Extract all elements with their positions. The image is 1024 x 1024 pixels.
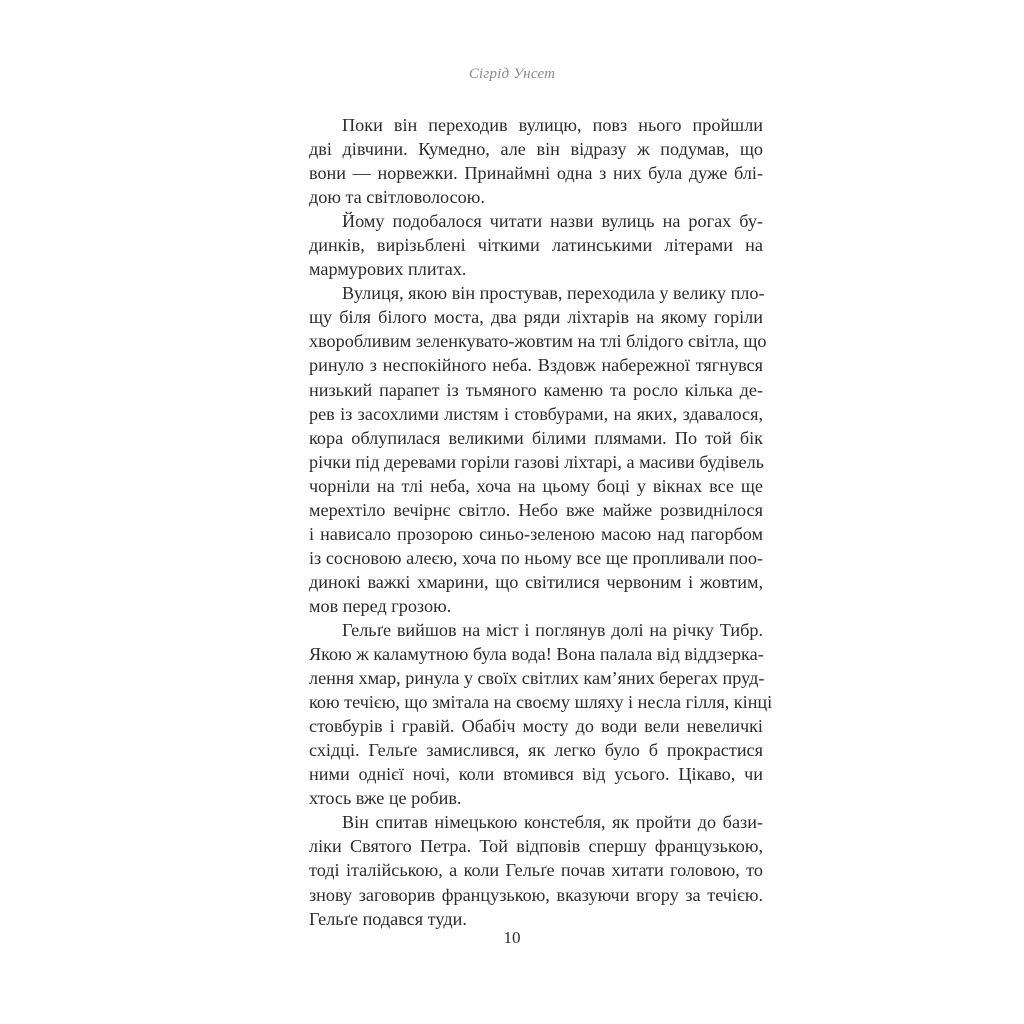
text-line: із сосновою алеєю, хоча по ньому все ще пропливали поо- [309,547,763,568]
text-line: знову заговорив французькою, вказуючи вгору за течією. [309,884,763,905]
text-line: Гельґе подався туди. [309,908,467,929]
paragraph-5 [309,810,763,930]
text-line: кою течією, що змітала на своєму шляху і несла гілля, кінці [309,692,773,713]
paragraph-3 [309,281,767,618]
body-text [309,113,773,931]
text-line: кора облупилася великими білими плямами. По той бік [309,427,763,448]
text-line: чорніли на тлі неба, хоча на цьому боці у вікнах все ще [309,475,763,496]
text-line: низький парапет із тьмяного каменю та росло кілька де- [309,379,763,400]
text-line: хворобливим зеленкувато-жовтим на тлі блідого світла, що [309,331,767,352]
paragraph-1 [309,113,763,209]
text-line: динокі важкі хмарини, що світилися червоним і жовтим, [309,571,763,592]
text-line: ними однієї ночі, коли втомився від усього. Цікаво, чи [309,764,763,785]
text-line: щу біля білого моста, два ряди ліхтарів на якому горіли [309,307,763,328]
text-line: ринуло з неспокійного неба. Вздовж набережної тягнувся [309,355,763,376]
text-line: Йому подобалося читати назви вулиць на рогах бу- [342,211,763,232]
page-number: 10 [503,928,521,947]
text-line: східці. Гельґе замислився, як легко було б прокрастися [309,740,763,761]
text-line: Він спитав німецькою констебля, як пройти до бази- [342,812,763,833]
text-line: мерехтіло вечірнє світло. Небо вже майже розвиднілося [309,499,763,520]
text-line: хтось вже це робив. [309,788,462,809]
paragraph-2 [309,209,763,281]
text-line: мармурових плитах. [309,259,467,280]
text-line: рев із засохлими листям і стовбурами, на яких, здавалося, [309,403,763,424]
text-line: і нависало прозорою синьо-зеленою масою над пагорбом [309,523,763,544]
text-line: динків, вирізьблені чіткими латинськими літерами на [309,235,763,256]
text-line: тоді італійською, а коли Гельґе почав хитати головою, то [309,860,763,881]
text-line: лення хмар, ринула у своїх світлих кам’яних берегах пруд- [309,668,765,689]
text-line: річки під деревами горіли газові ліхтарі, а масиви будівель [309,451,764,472]
text-line: ліки Святого Петра. Той відповів спершу французькою, [309,836,763,857]
text-line: дві дівчини. Кумедно, але він відразу ж подумав, що [309,139,763,160]
text-line: Якою ж каламутною була вода! Вона палала від віддзерка- [309,644,764,665]
text-line: Вулиця, якою він простував, переходила у велику пло- [342,283,765,304]
text-line: Поки він переходив вулицю, повз нього пройшли [342,115,763,135]
text-line: дою та світловолосою. [309,187,485,208]
running-head-author: Сігрід Унсет [468,66,556,82]
text-line: стовбурів і гравій. Обабіч мосту до води вели невеличкі [309,716,763,737]
text-line: Гельґе вийшов на міст і поглянув долі на річку Тибр. [342,619,763,640]
text-line: вони — норвежки. Принаймні одна з них була дуже блі- [309,163,763,184]
paragraph-4 [309,618,773,810]
text-line: мов перед грозою. [309,595,452,616]
